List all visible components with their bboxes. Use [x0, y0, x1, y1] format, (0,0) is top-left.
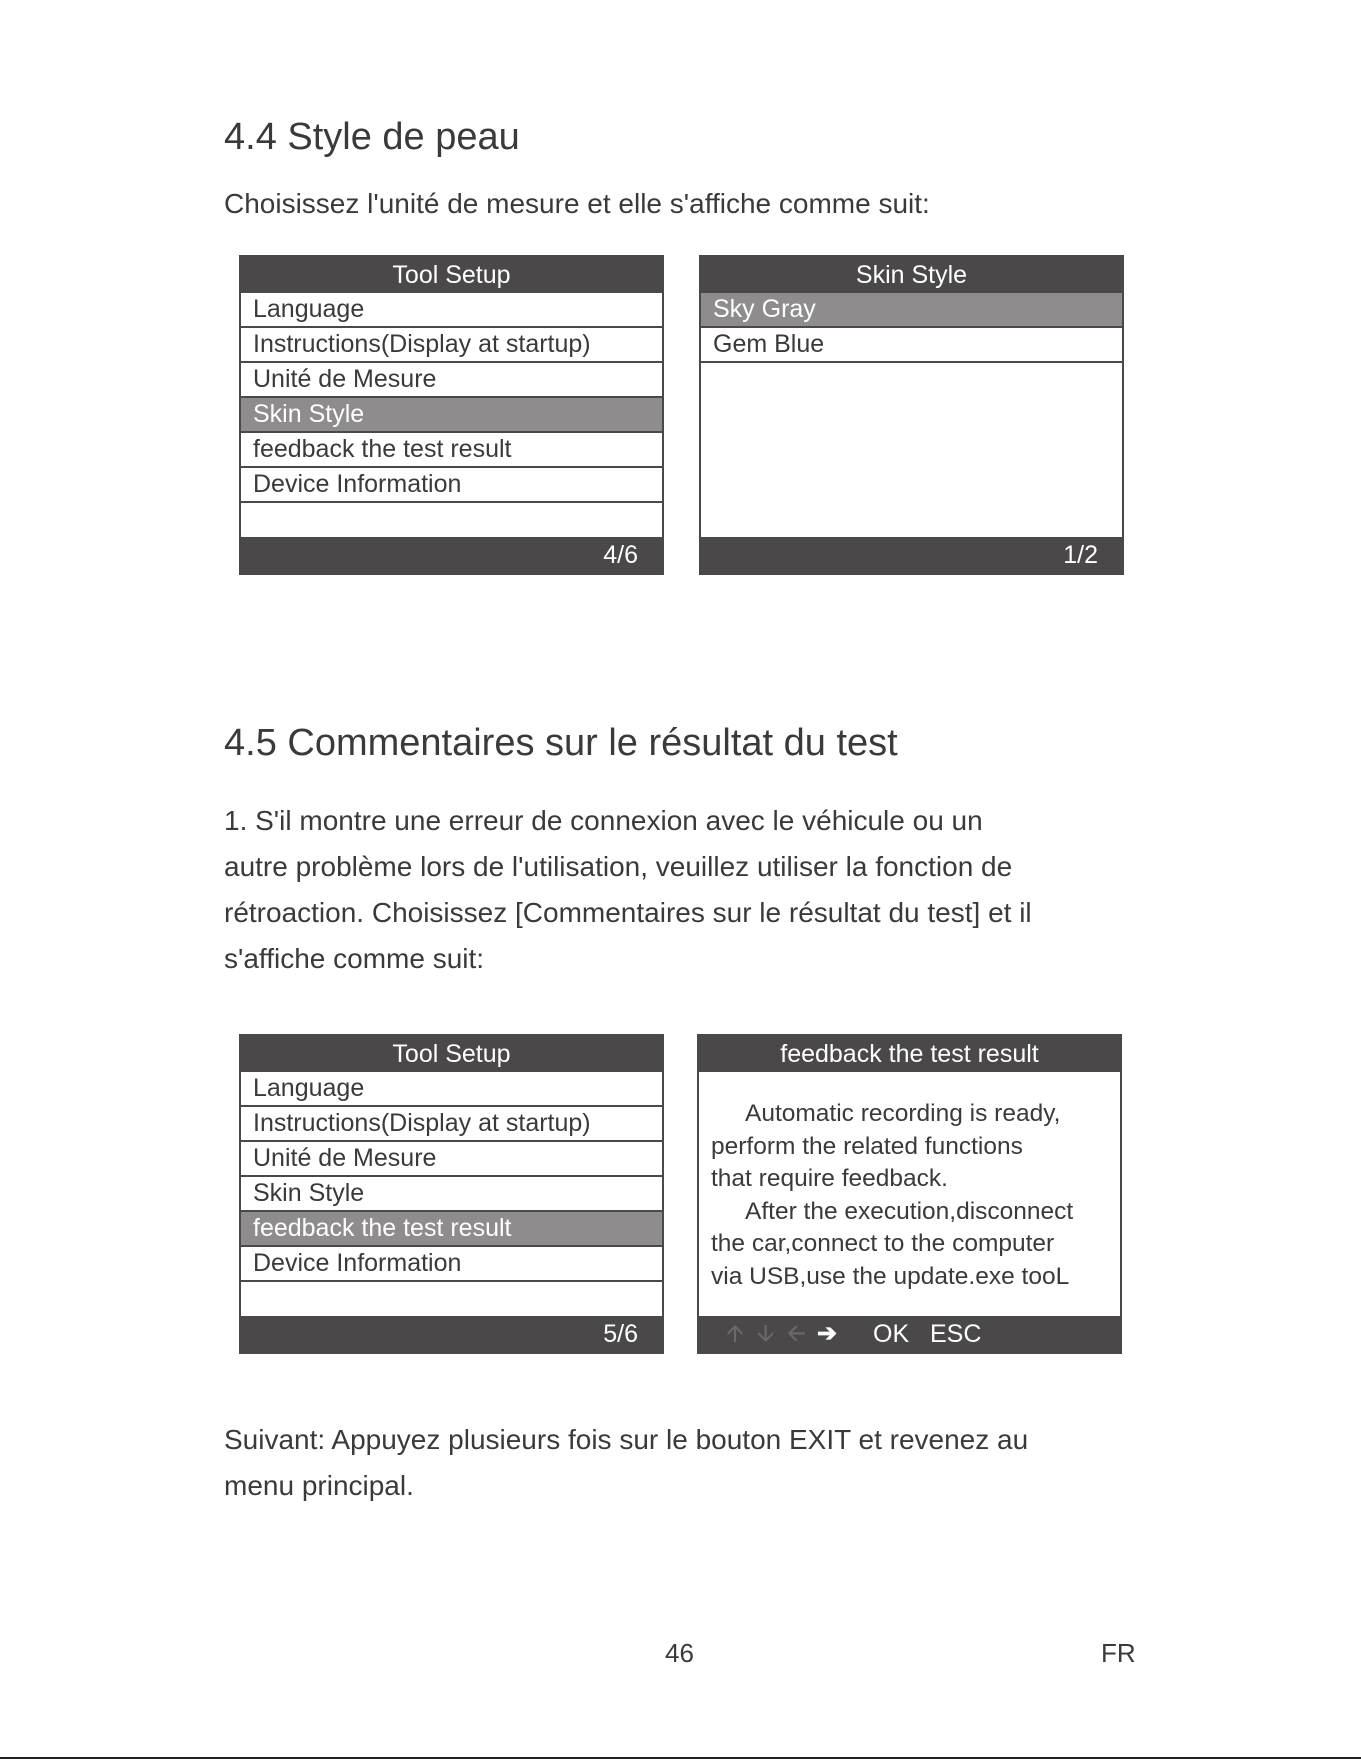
- menu-item-gem-blue[interactable]: Gem Blue: [701, 328, 1122, 363]
- menu-item-skin-style[interactable]: Skin Style: [241, 398, 662, 433]
- screen-footer: [241, 537, 662, 573]
- paragraph-line: rétroaction. Choisissez [Commentaires sur le résultat du test] et il: [224, 897, 1032, 928]
- menu-item-device-info[interactable]: Device Information: [241, 468, 662, 503]
- menu-item-sky-gray[interactable]: Sky Gray: [701, 293, 1122, 328]
- screen-title: Tool Setup: [241, 1036, 662, 1072]
- menu-item-language[interactable]: Language: [241, 293, 662, 328]
- page-indicator: 4/6: [603, 541, 638, 569]
- menu-empty-row: [241, 1282, 662, 1315]
- paragraph-line: 1. S'il montre une erreur de connexion avec le véhicule ou un: [224, 805, 983, 836]
- menu-item-device-info[interactable]: Device Information: [241, 1247, 662, 1282]
- tool-setup-menu: [241, 293, 662, 537]
- message-line: that require feedback.: [711, 1165, 948, 1192]
- ok-button[interactable]: OK: [873, 1320, 910, 1348]
- down-arrow-icon[interactable]: 🡫: [757, 1320, 775, 1347]
- menu-item-skin-style[interactable]: Skin Style: [241, 1177, 662, 1212]
- paragraph-line: s'affiche comme suit:: [224, 943, 485, 974]
- page-bottom-rule: [0, 1757, 1361, 1759]
- menu-item-instructions[interactable]: Instructions(Display at startup): [241, 1107, 662, 1142]
- next-step-paragraph: [224, 1417, 1028, 1509]
- left-arrow-icon[interactable]: 🡨: [786, 1320, 807, 1347]
- right-arrow-icon[interactable]: ➔: [816, 1320, 838, 1347]
- ok-esc-labels: [873, 1316, 981, 1352]
- screen-title: Tool Setup: [241, 257, 662, 293]
- tool-setup-screen-feedback: [239, 1034, 664, 1354]
- menu-empty-row: [241, 503, 662, 536]
- section-paragraph-4-5: [224, 798, 1032, 982]
- tool-setup-menu: [241, 1072, 662, 1316]
- screen-title: feedback the test result: [699, 1036, 1120, 1072]
- paragraph-line: autre problème lors de l'utilisation, veuillez utiliser la fonction de: [224, 851, 1013, 882]
- page-number: 46: [665, 1638, 694, 1668]
- esc-button[interactable]: ESC: [929, 1320, 982, 1348]
- message-line: Automatic recording is ready,: [745, 1100, 1061, 1127]
- menu-item-feedback[interactable]: feedback the test result: [241, 433, 662, 468]
- menu-item-language[interactable]: Language: [241, 1072, 662, 1107]
- tool-setup-screen-skin: [239, 255, 664, 575]
- page-indicator: 1/2: [1063, 541, 1098, 569]
- up-arrow-icon[interactable]: 🡩: [726, 1320, 744, 1347]
- screen-footer: [241, 1316, 662, 1352]
- paragraph-line: Suivant: Appuyez plusieurs fois sur le bouton EXIT et revenez au: [224, 1424, 1029, 1455]
- skin-style-screen: [699, 255, 1124, 575]
- menu-item-unit[interactable]: Unité de Mesure: [241, 1142, 662, 1177]
- menu-item-instructions[interactable]: Instructions(Display at startup): [241, 328, 662, 363]
- paragraph-line: menu principal.: [224, 1470, 414, 1501]
- section-intro-4-4: Choisissez l'unité de mesure et elle s'affiche comme suit:: [224, 188, 930, 219]
- section-heading-4-4: 4.4 Style de peau: [224, 116, 520, 158]
- message-line: the car,connect to the computer: [711, 1230, 1055, 1257]
- menu-item-feedback[interactable]: feedback the test result: [241, 1212, 662, 1247]
- screen-footer: [699, 1316, 1120, 1352]
- feedback-message: [711, 1098, 1112, 1293]
- message-line: via USB,use the update.exe tooL: [711, 1262, 1070, 1290]
- screen-footer: [701, 537, 1122, 573]
- page-indicator: 5/6: [603, 1320, 638, 1348]
- message-line: perform the related functions: [711, 1132, 1023, 1160]
- message-line: After the execution,disconnect: [745, 1197, 1074, 1225]
- menu-item-unit[interactable]: Unité de Mesure: [241, 363, 662, 398]
- feedback-screen: [697, 1034, 1122, 1354]
- section-heading-4-5: 4.5 Commentaires sur le résultat du test: [224, 722, 898, 764]
- nav-arrows: [723, 1316, 839, 1352]
- screen-title: Skin Style: [701, 257, 1122, 293]
- skin-style-menu: [701, 293, 1122, 537]
- language-label: FR: [1101, 1638, 1136, 1668]
